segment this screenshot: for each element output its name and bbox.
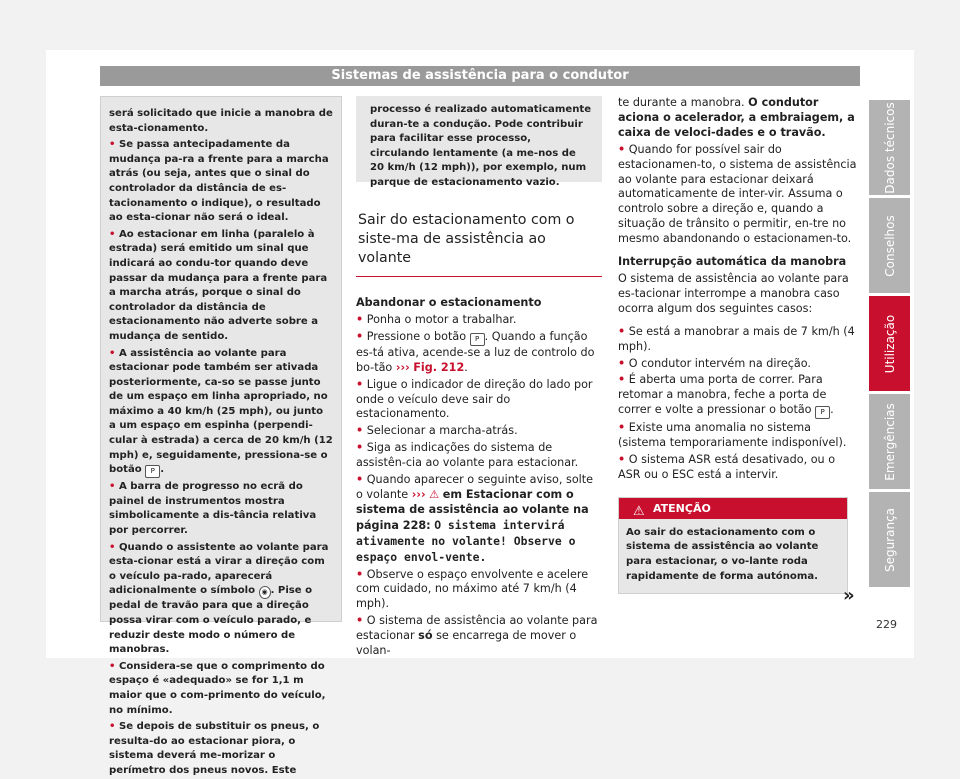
- subheading: Abandonar o estacionamento: [356, 296, 542, 309]
- list-item: [109, 720, 333, 778]
- page-header: Sistemas de assistência para o condutor: [100, 66, 860, 86]
- list-item-text: Selecionar a marcha-atrás.: [366, 424, 518, 438]
- list-item-text: Ligue o indicador de direção do lado por onde o veículo deve sair do estacionamento.: [356, 377, 593, 421]
- bullet-icon: •: [356, 377, 364, 391]
- bullet-icon: •: [109, 541, 116, 553]
- column-middle: [356, 96, 602, 661]
- note-box-left: [100, 96, 342, 776]
- list-item-text: Se está a manobrar a mais de 7 km/h (4 mph).: [618, 324, 855, 353]
- warning-icon: ⚠: [633, 503, 645, 519]
- list-item-text: O sistema ASR está desativado, ou o ASR ou o ESC está a intervir.: [618, 453, 836, 481]
- list-item: [356, 614, 602, 659]
- list-item-text: O condutor intervém na direção.: [628, 356, 811, 370]
- tab-seguranca[interactable]: [869, 492, 910, 587]
- figure-link[interactable]: Fig. 212: [413, 360, 465, 374]
- list-item: [109, 228, 333, 345]
- list-item-text: Ponha o motor a trabalhar.: [366, 312, 517, 326]
- continue-arrow-icon: »: [843, 585, 855, 606]
- bullet-icon: •: [109, 481, 116, 493]
- column-right: [618, 96, 860, 594]
- list-item: [618, 143, 860, 247]
- list-item-text: Quando for possível sair do estacionamen-to, o sistema de assistência ao volante para estacionar deixará automaticamente de inter-vir. Assuma o controlo sobre a direção e, quando a situação de trânsito o permitir, en-tre no mesmo abandonando o estacionamen-to.: [618, 142, 857, 246]
- list-item-text: Pressione o botão: [366, 329, 467, 343]
- list-item: [618, 421, 860, 451]
- bullet-icon: •: [356, 329, 364, 343]
- list-item-text: Quando o assistente ao volante para esta-cionar está a virar a direção com o veículo pa-rado, aparecerá adicionalmente o símbolo: [109, 541, 329, 597]
- bullet-icon: •: [356, 567, 364, 581]
- bullet-icon: •: [109, 721, 116, 733]
- list-item-text: A barra de progresso no ecrã do painel de instrumentos mostra simbolicamente a dis-tância relativa por percorrer.: [109, 481, 317, 537]
- warning-text: Ao sair do estacionamento com o sistema de assistência ao volante para estacionar, o vo-lante roda rapidamente de forma autónoma.: [626, 526, 819, 582]
- section-title: Sair do estacionamento com o siste-ma de assistência ao volante: [356, 211, 602, 277]
- park-assist-button-icon: P: [470, 333, 485, 346]
- reference-arrows: ›››: [411, 487, 426, 501]
- bullet-icon: •: [109, 228, 116, 240]
- bullet-icon: •: [618, 453, 626, 467]
- bullet-icon: •: [356, 473, 364, 487]
- list-item-text: O sistema de assistência ao volante para estacionar: [356, 614, 598, 643]
- paragraph-text: te durante a manobra.: [618, 96, 745, 109]
- tab-dados-tecnicos[interactable]: [869, 100, 910, 195]
- warning-icon: ⚠: [429, 487, 440, 501]
- list-item: [618, 325, 860, 355]
- paragraph: [618, 96, 860, 141]
- list-item-text: Siga as indicações do sistema de assistên-cia ao volante para estacionar.: [356, 441, 579, 470]
- park-assist-button-icon: P: [815, 406, 830, 419]
- bullet-icon: •: [356, 424, 364, 438]
- warning-box: [618, 497, 848, 594]
- tab-label: Utilização: [882, 314, 897, 373]
- bullet-icon: •: [618, 324, 626, 338]
- tab-label: Conselhos: [882, 214, 897, 277]
- paragraph: O sistema de assistência ao volante para es-tacionar interrompe a manobra caso ocorra algum dos seguintes casos:: [618, 271, 849, 315]
- bullet-icon: •: [618, 356, 626, 370]
- list-item: [356, 313, 602, 328]
- list-item: [109, 541, 333, 658]
- list-item-text: Considera-se que o comprimento do espaço é «adequado» se for 1,1 m maior que o com-primento do veículo, no mínimo.: [109, 660, 326, 716]
- list-item-text: Se passa antecipadamente da mudança pa-ra a frente para a marcha atrás (ou seja, antes que o sinal do controlador da distância de es-tacionamento o indique), o resultado ao esta-cionar não será o ideal.: [109, 139, 329, 224]
- list-item: [356, 441, 602, 471]
- bullet-icon: •: [356, 441, 364, 455]
- tab-utilizacao[interactable]: [869, 296, 910, 391]
- reference-arrows: ›››: [395, 360, 410, 374]
- emphasis-text: O condutor aciona o acelerador, a embraiagem, a caixa de veloci-dades e o travão.: [618, 96, 855, 139]
- list-item-text: se encarrega de mover o volan-: [356, 629, 577, 658]
- park-assist-button-icon: P: [145, 465, 160, 478]
- bullet-icon: •: [109, 660, 116, 672]
- page-reference-link[interactable]: em Estacionar com o sistema de assistência ao volante na página 228:: [356, 487, 589, 532]
- list-item: • A assistência ao volante para estacionar pode também ser ativada posteriormente, ca-so se passe junto de um espaço em linha apropriado, no máximo a 40 km/h (25 mph), ou junto a um espaço em espinha (perpendi-cular à estrada) a cerca de 20 km/h (12 mph) e, seguidamente, pressiona-se o botão P .: [109, 347, 333, 479]
- steering-brake-icon: ◉: [259, 586, 271, 599]
- paragraph: será solicitado que inicie a manobra de esta-cionamento.: [109, 108, 333, 134]
- tab-conselhos[interactable]: [869, 198, 910, 293]
- tab-emergencias[interactable]: [869, 394, 910, 489]
- list-item: [618, 357, 860, 372]
- bullet-icon: •: [356, 312, 364, 326]
- bullet-icon: •: [109, 139, 116, 151]
- page-number: 229: [876, 618, 897, 631]
- warning-title: [619, 498, 847, 519]
- bullet-icon: •: [618, 421, 626, 435]
- tab-label: Segurança: [882, 507, 897, 572]
- tab-label: Dados técnicos: [882, 101, 897, 194]
- list-item-text: Observe o espaço envolvente e acelere com cuidado, no máximo até 7 km/h (4 mph).: [356, 567, 589, 611]
- warning-title-text: ATENÇÃO: [653, 501, 711, 515]
- bullet-icon: •: [618, 142, 626, 156]
- list-item: [356, 473, 602, 565]
- list-item: [109, 138, 333, 226]
- list-item-text: Existe uma anomalia no sistema (sistema temporariamente indisponível).: [618, 421, 847, 450]
- list-item: [356, 424, 602, 439]
- emphasis-text: só: [418, 629, 433, 643]
- bullet-icon: •: [356, 614, 364, 628]
- subheading: Interrupção automática da manobra: [618, 255, 847, 269]
- list-item-text: . Quando a função es-tá ativa, acende-se a luz de controlo do bo-tão: [356, 329, 595, 374]
- list-item: [356, 378, 602, 423]
- list-item: [109, 480, 333, 538]
- note-box-continued: processo é realizado automaticamente duran-te a condução. Pode contribuir para facilitar esse processo, circulando lentamente (a me-nos de 20 km/h (12 mph)), por exemplo, num parque de estacionamento vazio.: [356, 96, 602, 182]
- list-item: • Pressione o botão P . Quando a função es-tá ativa, acende-se a luz de controlo do bo-tão ››› Fig. 212.: [356, 329, 595, 374]
- list-item: • É aberta uma porta de correr. Para retomar a manobra, feche a porta de correr e volte a pressionar o botão P .: [618, 373, 860, 419]
- display-message: O sistema intervirá ativamente no volante! Observe o espaço envol-vente.: [356, 517, 576, 564]
- bullet-icon: •: [109, 347, 116, 359]
- list-item-text: Ao estacionar em linha (paralelo à estrada) será emitido um sinal que indicará ao condu-tor quando deve passar da mudança para a frente para a marcha atrás, porque o sinal do controlador da distância de estacionamento não adverte sobre a mudança de sentido.: [109, 228, 328, 342]
- list-item-text: A assistência ao volante para estacionar pode também ser ativada posteriormente, ca-so se passe junto de um espaço em linha apropriado, no máximo a 40 km/h (25 mph), ou junto a um espaço em espinha (perpendi-cular à estrada) a cerca de 20 km/h (12 mph) e, seguidamente, pressiona-se o botão: [109, 347, 333, 476]
- list-item: [109, 660, 333, 718]
- list-item: [356, 568, 602, 613]
- list-item-text: É aberta uma porta de correr. Para retomar a manobra, feche a porta de correr e volte a pressionar o botão: [618, 373, 827, 417]
- list-item-text: Quando aparecer o seguinte aviso, solte o volante: [356, 473, 594, 501]
- list-item-text: . Pise o pedal de travão para que a direção possa virar com o veículo parado, e reduzir deste modo o número de manobras.: [109, 585, 313, 656]
- bullet-icon: •: [618, 373, 626, 387]
- tab-label: Emergências: [882, 402, 897, 481]
- list-item: [618, 453, 860, 483]
- list-item-text: Se depois de substituir os pneus, o resulta-do ao estacionar piora, o sistema deverá me-morizar o perímetro dos pneus novos. Este: [109, 721, 320, 776]
